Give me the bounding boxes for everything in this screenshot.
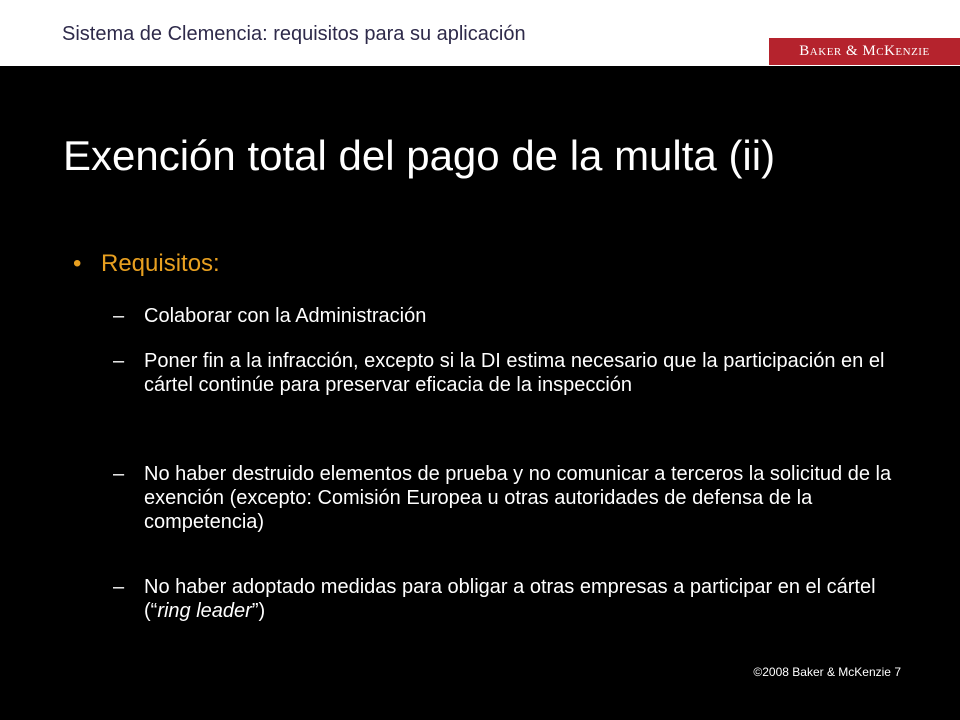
bullet-dot-icon: •: [73, 250, 82, 277]
slide-title: Exención total del pago de la multa (ii): [63, 132, 776, 179]
bullet-requisitos: [73, 250, 220, 278]
dash-icon: –: [113, 576, 125, 598]
list-item-text-part: No haber adoptado medidas para obligar a otras empresas a participar en el cártel (“: [144, 576, 876, 622]
list-item-text: No haber destruido elementos de prueba y no comunicar a terceros la solicitud de la exención (excepto: Comisión Europea u otras autoridades de defensa de la competencia): [144, 463, 892, 533]
dash-icon: –: [113, 350, 125, 372]
logo-text: Baker & McKenzie: [799, 43, 930, 59]
bullet-label: Requisitos:: [101, 250, 220, 277]
header-bar: [0, 0, 960, 66]
footer-copyright: ©2008 Baker & McKenzie: [753, 665, 891, 679]
list-item: [113, 575, 903, 623]
list-item: [113, 462, 903, 534]
dash-icon: –: [113, 463, 125, 485]
dash-icon: –: [113, 305, 125, 327]
header-title: Sistema de Clemencia: requisitos para su aplicación: [62, 23, 526, 45]
brand-logo: [769, 37, 960, 65]
footer: [753, 665, 901, 679]
list-item-text-italic: ring leader: [157, 600, 252, 622]
page-number: 7: [894, 665, 901, 679]
list-item-text: [144, 575, 903, 623]
list-item: [113, 304, 903, 328]
list-item: [113, 349, 903, 397]
list-item-text: Colaborar con la Administración: [144, 305, 427, 327]
list-item-text-part: ”): [251, 600, 266, 622]
list-item-text: Poner fin a la infracción, excepto si la DI estima necesario que la participación en el cártel continúe para preservar eficacia de la inspección: [144, 350, 885, 396]
